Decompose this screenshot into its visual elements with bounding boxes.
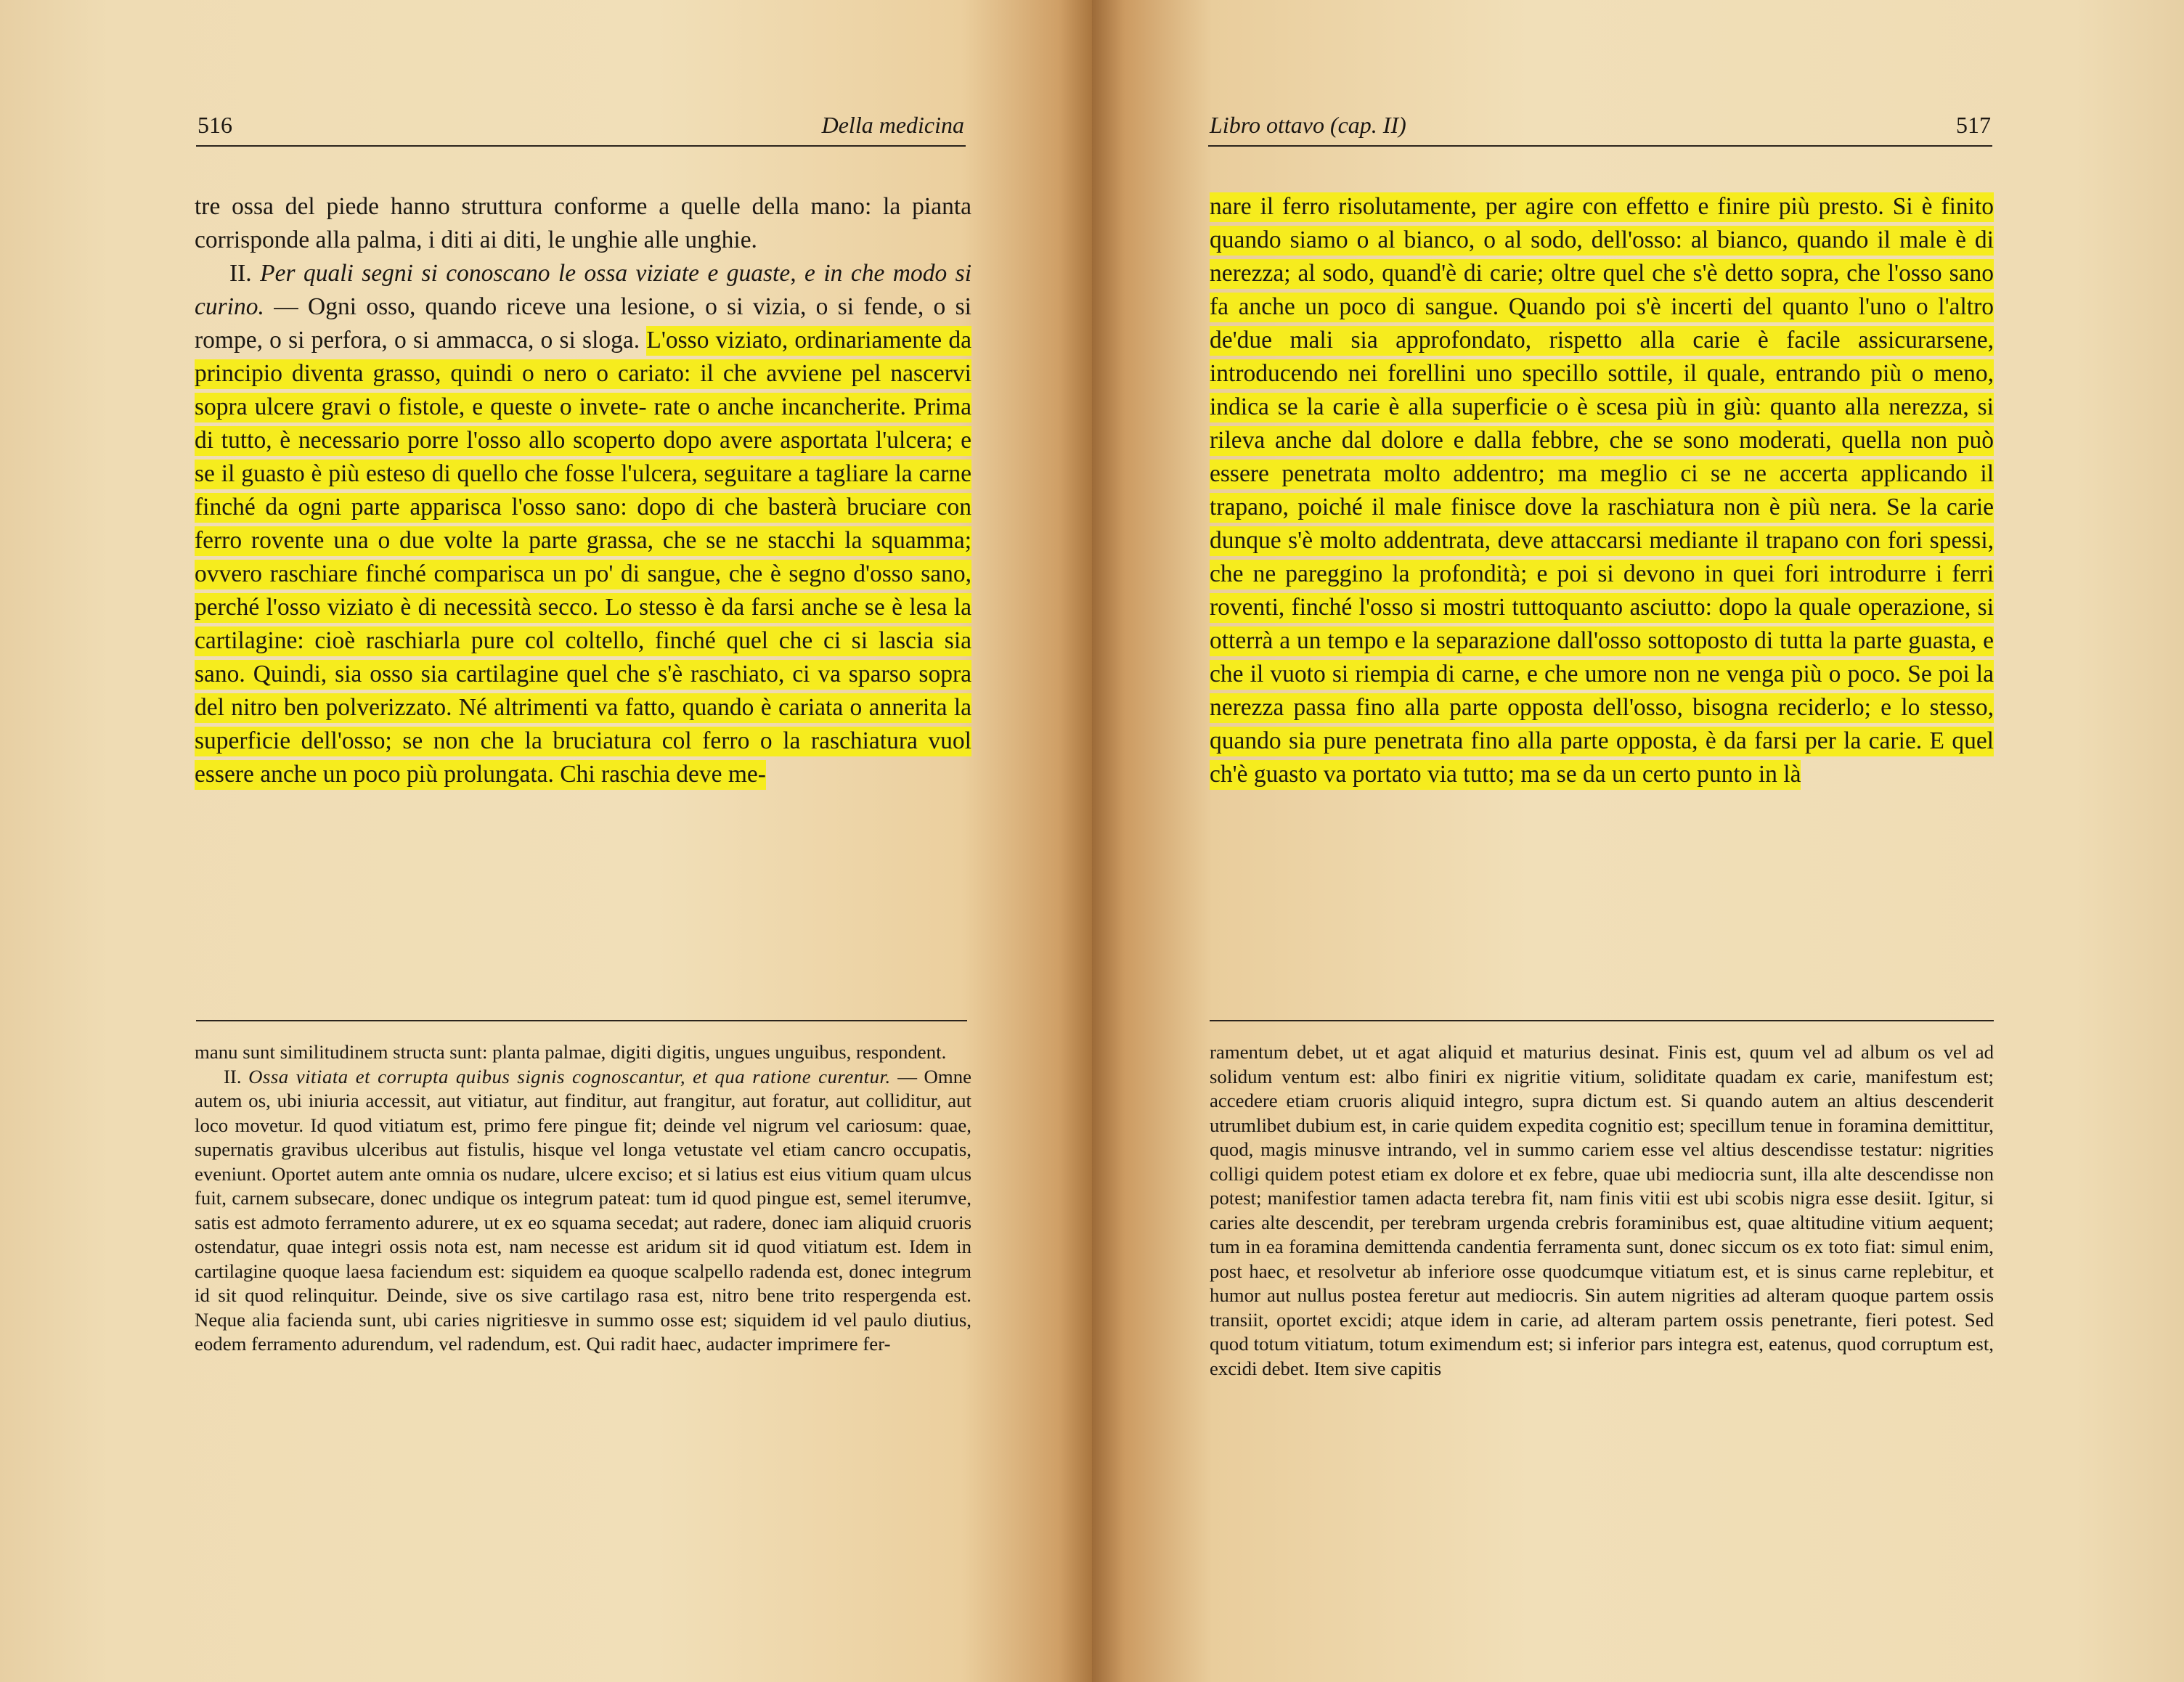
italian-paragraph: tre ossa del piede hanno struttura conforme a quelle della mano: la pianta corrisponde alla palma, i diti ai diti, le unghie alle unghie.: [195, 193, 971, 253]
italian-translation: [1210, 190, 1994, 791]
section-number: II.: [229, 260, 252, 287]
footnote-divider: [196, 1020, 967, 1021]
section-title: Per quali segni si conoscano le ossa viziate e guaste, e in che modo si curino.: [195, 260, 972, 320]
highlighted-text: nare il ferro risolutamente, per agire con effetto e finire più presto. Si è finito quando siamo o al bianco, o al sodo, dell'osso: al bianco, quando il male è di nerezza; al sodo, quand'è di carie; oltre quel che s'è detto sopra, che l'osso sano fa anche un poco di sangue. Quando poi s'è incerti del quanto l'uno o l'altro de'due mali sia approfondato, rispetto alla carie è facile assicurarsene, introducendo nei forellini uno specillo sottile, il quale, entrando più o meno, indica se la carie è alla superficie o è scesa più in giù: quanto alla nerezza, si rileva anche dal dolore e dalla febbre, che se sono moderati, quella non può essere penetrata molto addentro; ma meglio ci se ne accerta applicando il trapano, poiché il male finisce dove la raschiatura non è più nera. Se la carie dunque s'è molto addentrata, deve attaccarsi mediante il trapano con fori spessi, che ne pareggino la profondità; e poi si devono in quei fori introdurre i ferri roventi, finché l'osso si mostri tuttoquanto asciutto: dopo la quale operazione, si otterrà a un tempo e la separazione dall'osso sottoposto di tutta la parte guasta, e che il vuoto si riempia di carne, e che umore non ne venga più o poco. Se poi la nerezza passa fino alla parte opposta dell'osso, bisogna reciderlo; e lo stesso, quando sia pure penetrata fino alla parte opposta, è da farsi per la carie. E quel ch'è guasto va portato via tutto; ma se da un certo punto in là: [1210, 192, 1994, 790]
page-number: 516: [197, 112, 232, 138]
left-page-header: [196, 109, 966, 147]
right-page-header: [1208, 109, 1992, 147]
latin-paragraph: ramentum debet, ut et agat aliquid et maturius desinat. Finis est, quum vel ad album os vel ad solidum ventum est: albo finiri ex nigritie vitium, soliditate quadam ex carie, manifestum est; accedere etiam cruoris aliquid integro, supra dictum est. Si quando autem an altius descenderit utrumlibet dubium est, in carie quidem expedita cognitio est; specillum tenue in foramina demittitur, quod, magis minusve intrando, vel in summo cariem esse vel altius descendisse testatur: nigrities colligi quidem potest etiam ex dolore et ex febre, quae ubi mediocria sunt, illa alte descendisse non potest; manifestior tamen adacta terebra fit, nam finis vitii est ubi scobis nigra esse desiit. Igitur, si caries alte descendit, per terebram urgenda crebris foraminibus est, quae altitudine vitium aequent; tum in ea foramina demittenda candentia ferramenta sunt, donec siccum os ex toto fiat: simul enim, post haec, et resolvetur ab inferiore osse quodcumque vitiatum est, et is sinus carne replebitur, et humor aut nullus postea feretur aut mediocris. Sin autem nigrities ad alteram quoque partem ossis transiit, oportet excidi; atque idem in carie, ad alteram partem ossis penetrante, fieri potest. Sed quod totum vitiatum, totum eximendum est; si inferior pars integra est, eatenus, quod corruptum est, excidi debet. Item sive capitis: [1210, 1041, 1994, 1379]
italian-paragraph: II. Per quali segni si conoscano le ossa viziate e guaste, e in che modo si curino. — Ogni osso, quando riceve una lesione, o si vizia, o si fende, o si rompe, o si perfora, o si ammacca, o si sloga. L'osso viziato, ordinariamente da principio diventa grasso, quindi o nero o cariato: il che avviene pel nascervi sopra ulcere gravi o fistole, e queste o invete- rate o anche incancherite. Prima di tutto, è necessario porre l'osso allo scoperto dopo avere asportata l'ulcera; e se il guasto è più esteso di quello che fosse l'ulcera, seguitare a tagliare la carne finché da ogni parte apparisca l'osso sano: dopo di che basterà bruciare con ferro rovente una o due volte la parte grassa, che se ne stacchi la squamma; ovvero raschiare finché comparisca un po' di sangue, che è segno d'osso sano, perché l'osso viziato è di necessità secco. Lo stesso è da farsi anche se è lesa la cartilagine: cioè raschiarla pure col coltello, finché quel che ci si lascia sia sano. Quindi, sia osso sia cartilagine quel che s'è raschiato, ci va sparso sopra del nitro ben polverizzato. Né altrimenti va fatto, quando è cariata o annerita la superficie dell'osso; se non che la bruciatura col ferro o la raschiatura vuol essere anche un poco più prolungata. Chi raschia deve me-: [195, 257, 971, 791]
latin-original: [195, 1040, 971, 1357]
latin-original: [1210, 1040, 1994, 1381]
page-number: 517: [1956, 112, 1991, 138]
latin-paragraph: manu sunt similitudinem structa sunt: planta palmae, digiti digitis, ungues unguibus, respondent.: [195, 1041, 947, 1063]
right-page: [1092, 0, 2184, 1682]
latin-paragraph: II. Ossa vitiata et corrupta quibus signis cognoscantur, et qua ratione curentur. — Omne autem os, ubi iniuria accessit, aut vitiatur, aut finditur, aut frangitur, aut foratur, aut colliditur, aut loco movetur. Id quod vitiatum est, primo fere pingue fit; deinde vel nigrum vel cariosum: quae, supernatis gravibus ulceribus aut fistulis, hisque vel longa vetustate vel etiam cancro occupatis, eveniunt. Oportet autem ante omnia os nudare, ulcere exciso; et si latius est eius vitium quam ulcus fuit, carnem subsecare, donec undique os integrum pateat: tum id quod pingue est, semel iterumve, satis est admoto ferramento adurere, ut ex eo squama secedat; aut radere, donec iam aliquid cruoris ostendatur, quae integri ossis nota est, nam necesse est aridum sit id quod vitiatum est. Idem in cartilagine quoque laesa faciendum est: siquidem ea quoque scalpello radenda est, donec integrum id sit quod relinquitur. Deinde, sive os sive cartilago rasa est, nitro bene trito respergenda est. Neque alia facienda sunt, ubi caries nigritiesve in summo osse est; siquidem id vel paulo diutius, eodem ferramento adurendum, vel radendum, est. Qui radit haec, audacter imprimere fer-: [195, 1065, 972, 1355]
italian-translation: [195, 190, 971, 791]
section-number: II.: [224, 1065, 242, 1087]
footnote-divider: [1210, 1020, 1994, 1021]
running-title: Libro ottavo (cap. II): [1210, 112, 1406, 138]
section-title: Ossa vitiata et corrupta quibus signis cognoscantur, et qua ratione curentur.: [248, 1065, 891, 1087]
italian-paragraph: [1210, 190, 1994, 791]
highlighted-text: L'osso viziato, ordinariamente da principio diventa grasso, quindi o nero o cariato: il che avviene pel nascervi sopra ulcere gravi o fistole, e queste o invete- rate o anche incancherite. Prima di tutto, è necessario porre l'osso allo scoperto dopo avere asportata l'ulcera; e se il guasto è più esteso di quello che fosse l'ulcera, seguitare a tagliare la carne finché da ogni parte apparisca l'osso sano: dopo di che basterà bruciare con ferro rovente una o due volte la parte grassa, che se ne stacchi la squamma; ovvero raschiare finché comparisca un po' di sangue, che è segno d'osso sano, perché l'osso viziato è di necessità secco. Lo stesso è da farsi anche se è lesa la cartilagine: cioè raschiarla pure col coltello, finché quel che ci si lascia sia sano. Quindi, sia osso sia cartilagine quel che s'è raschiato, ci va sparso sopra del nitro ben polverizzato. Né altrimenti va fatto, quando è cariata o annerita la superficie dell'osso; se non che la bruciatura col ferro o la raschiatura vuol essere anche un poco più prolungata. Chi raschia deve me-: [195, 326, 971, 790]
running-title: Della medicina: [821, 112, 964, 138]
